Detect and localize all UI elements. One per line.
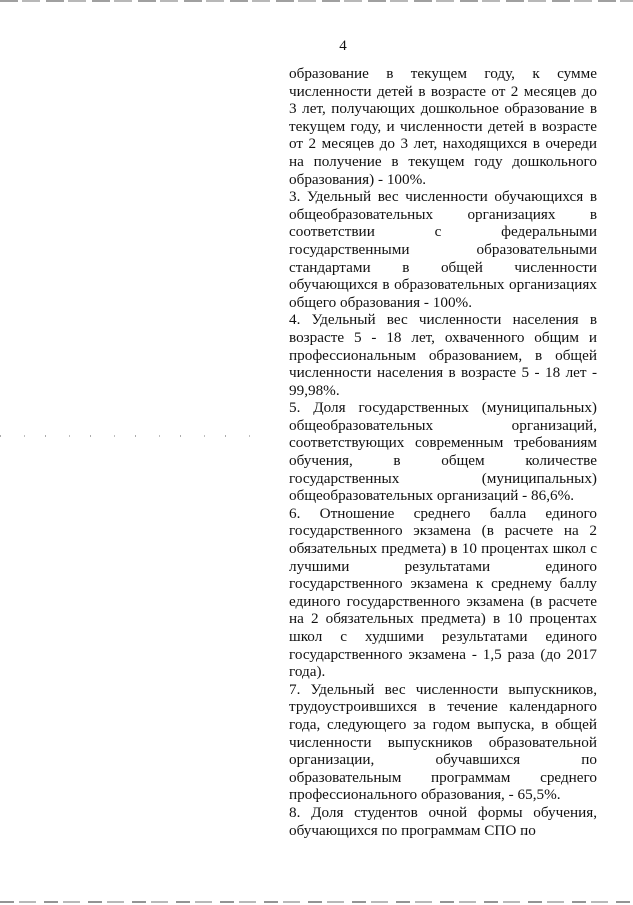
paragraph-item-3: 3. Удельный вес численности обучающихся в общеобразовательных организациях в соответствии с федеральными государственными образовательными стандартами в общей численности обучающихся в образовательных организациях общего образования - 100%. bbox=[289, 188, 597, 311]
scan-margin-dots bbox=[0, 435, 265, 437]
page-number: 4 bbox=[339, 38, 347, 54]
paragraph-item-4: 4. Удельный вес численности населения в возрасте 5 - 18 лет, охваченного общим и профессиональным образованием, в общей численности населения в возрасте 5 - 18 лет - 99,98%. bbox=[289, 311, 597, 399]
scan-top-edge bbox=[0, 0, 633, 2]
paragraph-item-8: 8. Доля студентов очной формы обучения, обучающихся по программам СПО по bbox=[289, 803, 597, 839]
paragraph-item-6: 6. Отношение среднего балла единого государственного экзамена (в расчете на 2 обязательных предмета) в 10 процентах школ с лучшими результатами единого государственного экзамена к среднему баллу единого государственного экзамена (в расчете на 2 обязательных предмета) в 10 процентах школ с худшими результатами единого государственного экзамена - 1,5 раза (до 2017 года). bbox=[289, 504, 597, 681]
paragraph-continuation: образование в текущем году, к сумме численности детей в возрасте от 2 месяцев до 3 лет, получающих дошкольное образование в текущем году, и численности детей в возрасте от 2 месяцев до 3 лет, находящихся в очереди на получение в текущем году дошкольного образования) - 100%. bbox=[289, 65, 597, 188]
paragraph-item-5: 5. Доля государственных (муниципальных) общеобразовательных организаций, соответствующих современным требованиям обучения, в общем количестве государственных (муниципальных) общеобразовательных организаций - 86,6%. bbox=[289, 399, 597, 505]
paragraph-item-7: 7. Удельный вес численности выпускников, трудоустроившихся в течение календарного года, следующего за годом выпуска, в общей численности выпускников образовательной организации, обучавшихся по образовательным программам среднего профессионального образования, - 65,5%. bbox=[289, 680, 597, 804]
body-text bbox=[289, 65, 597, 839]
scan-bottom-edge bbox=[0, 901, 633, 903]
